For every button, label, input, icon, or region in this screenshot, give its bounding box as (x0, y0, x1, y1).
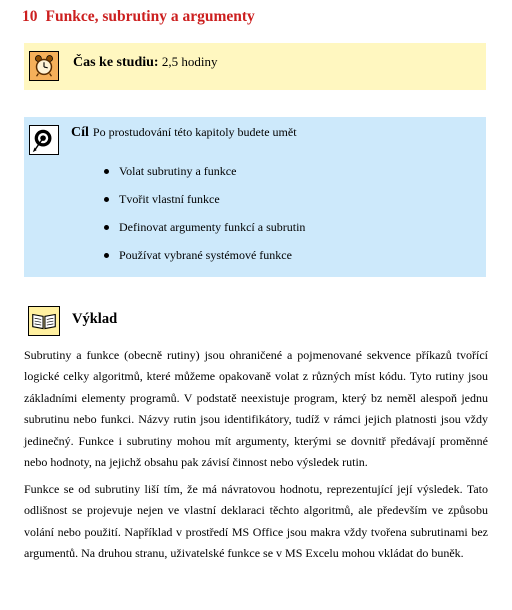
list-item: Definovat argumenty funkcí a subrutin (119, 219, 305, 247)
paragraph: Funkce se od subrutiny liší tím, že má návratovou hodnotu, reprezentující její výsledek. Tato odlišnost se projevuje nejen ve vlastní deklaraci těchto algoritmů, ale především ve způsobu volání nebo použití. Například v prostředí MS Office jsou makra vždy tvořena subrutinami bez argumentů. Na druhou stranu, uživatelské funkce se v MS Excelu mohou vkládat do buněk. (24, 482, 488, 561)
list-item: Volat subrutiny a funkce (119, 163, 305, 191)
goal-list (119, 163, 305, 275)
chapter-number: 10 (22, 8, 38, 25)
list-item: Tvořit vlastní funkce (119, 191, 305, 219)
goal-line (71, 125, 297, 141)
book-icon (28, 306, 60, 336)
goal-intro: Po prostudování této kapitoly budete umět (92, 125, 297, 139)
bullet (104, 225, 109, 230)
chapter-heading (22, 8, 255, 26)
chapter-title: Funkce, subrutiny a argumenty (45, 8, 255, 25)
study-time-box (24, 43, 486, 90)
explanation-title: Výklad (72, 311, 118, 327)
study-time-label: Čas ke studiu: (73, 55, 159, 70)
goal-box (24, 117, 486, 277)
goal-label: Cíl (71, 125, 89, 140)
list-item: Používat vybrané systémové funkce (119, 247, 305, 275)
study-time-line (73, 54, 217, 71)
target-icon (29, 125, 59, 155)
bullet (104, 197, 109, 202)
paragraph: Subrutiny a funkce (obecně rutiny) jsou ohraničené a pojmenované sekvence příkazů tvořící logické celky algoritmů, které můžeme opakovaně volat z různých míst kódu. Tyto rutiny jsou základními elementy programů. V podstatě neexistuje program, který bz neměl alespoň jednu subrutinu nebo funkci. Názvy rutin jsou identifikátory, tudíž v rámci jejich platnosti jsou vždy jedinečný. Funkce i subrutiny mohou mít argumenty, kterými se dovnitř předávají proměnné nebo hodnoty, na jejichž obsahu pak závisí činnost nebo výsledek rutin. (24, 348, 488, 470)
study-time-value: 2,5 hodiny (161, 54, 218, 69)
bullet (104, 253, 109, 258)
bullet (104, 169, 109, 174)
alarm-clock-icon (29, 51, 59, 81)
